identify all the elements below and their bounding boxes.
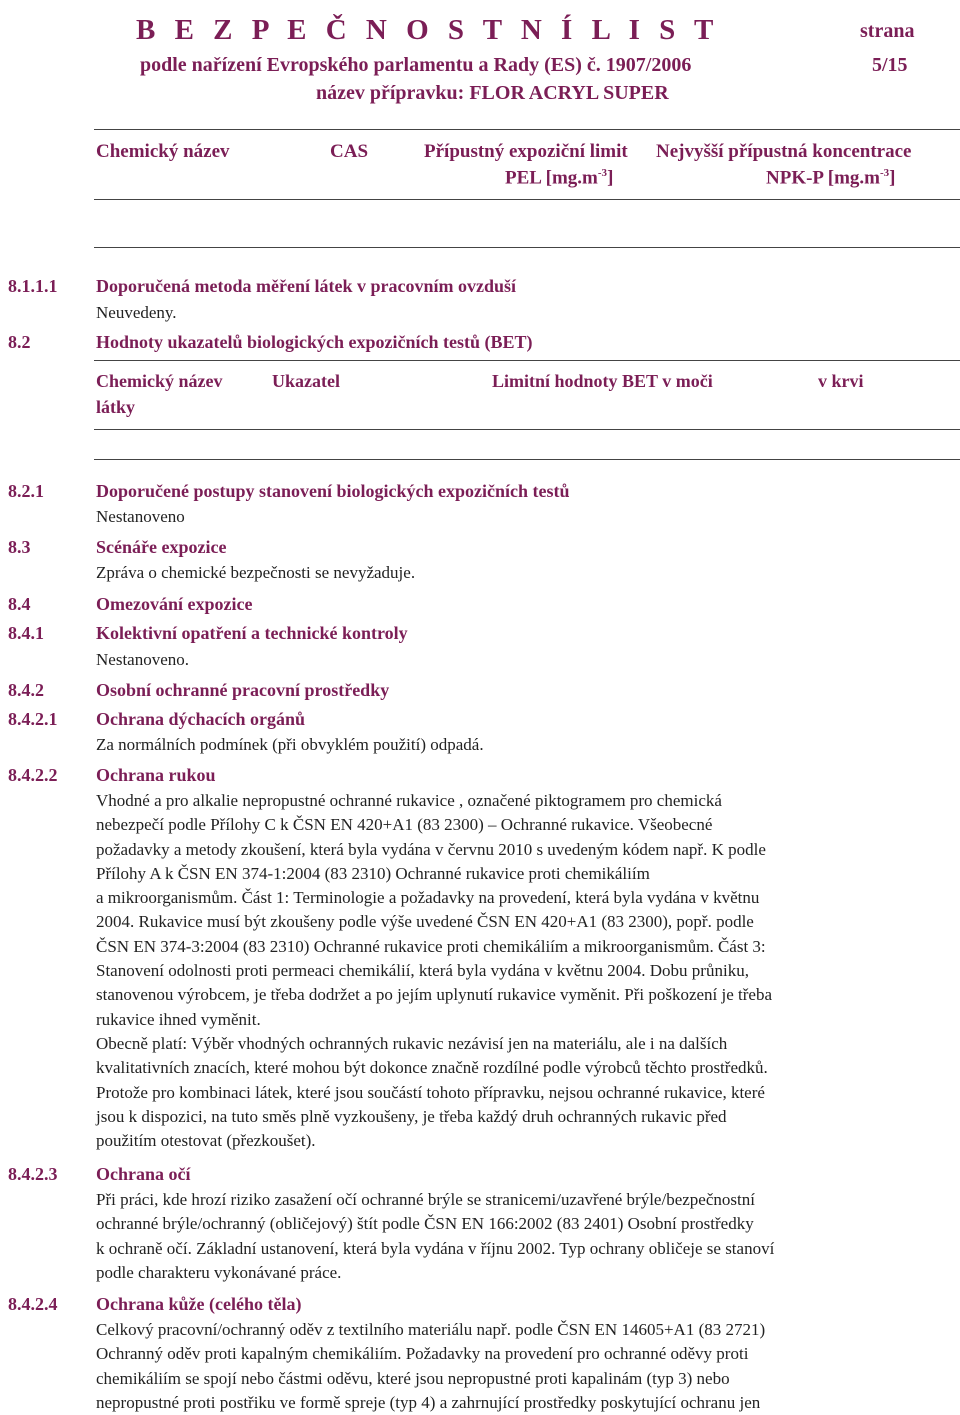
paragraph-line: ČSN EN 374-3:2004 (83 2310) Ochranné rukavice proti chemikáliím a mikroorganismům. Část 3: xyxy=(96,936,766,956)
section-number: 8.4 xyxy=(8,594,31,614)
paragraph-line: použitím otestovat (přezkoušet). xyxy=(96,1131,316,1151)
paragraph-line: ochranné brýle/ochranný (obličejový) štít podle ČSN EN 166:2002 (83 2401) Osobní prostředky xyxy=(96,1214,754,1234)
paragraph-line: k ochraně očí. Základní ustanovení, která byla vydána v říjnu 2002. Typ ochrany obličeje se stanoví xyxy=(96,1238,775,1258)
section-number: 8.4.2.3 xyxy=(8,1164,58,1184)
paragraph-line: jsou k dispozici, na tuto směs plně vyzkoušeny, je třeba každý druh ochranných rukavic před xyxy=(96,1106,727,1126)
paragraph-line: Protože pro kombinaci látek, které jsou součástí tohoto přípravku, nejsou ochranné rukavice, které xyxy=(96,1082,765,1102)
section-number: 8.4.2.4 xyxy=(8,1294,58,1314)
section-title: Ochrana kůže (celého těla) xyxy=(96,1294,302,1314)
section-title: Doporučená metoda měření látek v pracovním ovzduší xyxy=(96,276,516,296)
section-number: 8.3 xyxy=(8,537,31,557)
section-number: 8.2.1 xyxy=(8,481,44,501)
paragraph-line: Přílohy A k ČSN EN 374-1:2004 (83 2310) Ochranné rukavice proti chemikáliím xyxy=(96,863,650,883)
paragraph-line: Při práci, kde hrozí riziko zasažení očí ochranné brýle se stranicemi/uzavřené brýle/bezpečnostní xyxy=(96,1190,755,1209)
paragraph-line: požadavky a metody zkoušení, která byla vydána v červnu 2010 s uvedeným kódem např. K podle xyxy=(96,839,766,859)
bet-col-chemical-name-2: látky xyxy=(96,397,136,417)
section-title: Ochrana rukou xyxy=(96,765,216,785)
paragraph-line: Vhodné a pro alkalie nepropustné ochranné rukavice , označené piktogramem pro chemická xyxy=(96,791,722,810)
paragraph-line: Obecně platí: Výběr vhodných ochranných rukavic nezávisí jen na materiálu, ale i na dalších xyxy=(96,1033,728,1053)
paragraph-line: 2004. Rukavice musí být zkoušeny podle výše uvedené ČSN EN 420+A1 (83 2300), popř. podle xyxy=(96,912,754,932)
page-label: strana xyxy=(860,20,915,42)
product-name: název přípravku: FLOR ACRYL SUPER xyxy=(316,82,669,104)
bet-table-rule-bottom xyxy=(94,459,960,460)
section-number: 8.4.2.1 xyxy=(8,709,58,729)
paragraph-line: kvalitativních znacích, které mohou být dokonce značně rozdílné podle výrobců těchto prostředků. xyxy=(96,1058,768,1078)
paragraph-line: nepropustné proti postřiku ve formě spreje (typ 4) a zahrnující prostředky poskytující ochranu jen xyxy=(96,1392,761,1412)
section-title: Hodnoty ukazatelů biologických expozičních testů (BET) xyxy=(96,332,533,352)
limits-unit-npk: NPK-P $[mg.m^{-3}]$ xyxy=(766,167,896,189)
paragraph-line: rukavice ihned vyměnit. xyxy=(96,1009,261,1029)
bet-table-rule-mid xyxy=(94,429,960,430)
table-rule-mid xyxy=(94,199,960,200)
bet-col-urine-limit: Limitní hodnoty BET v moči xyxy=(492,371,713,391)
section-number: 8.4.2 xyxy=(8,680,44,700)
section-title: Doporučené postupy stanovení biologických expozičních testů xyxy=(96,481,570,501)
paragraph-line: podle charakteru vykonávané práce. xyxy=(96,1262,342,1282)
section-number: 8.1.1.1 xyxy=(8,276,58,296)
limits-col-chemical-name: Chemický název xyxy=(96,141,230,162)
limits-col-pel: Přípustný expoziční limit xyxy=(424,141,628,162)
limits-unit-pel: PEL $[mg.m^{-3}]$ xyxy=(505,167,614,189)
regulation-line: podle nařízení Evropského parlamentu a Rady (ES) č. 1907/2006 xyxy=(140,54,692,76)
section-number: 8.4.1 xyxy=(8,623,44,643)
section-text: Zpráva o chemické bezpečnosti se nevyžaduje. xyxy=(96,563,416,582)
table-rule-bottom xyxy=(94,247,960,248)
limits-col-npk: Nejvyšší přípustná koncentrace xyxy=(656,141,912,162)
bet-col-indicator: Ukazatel xyxy=(272,371,340,391)
paragraph-line: nebezpečí podle Přílohy C k ČSN EN 420+A1 (83 2300) – Ochranné rukavice. Všeobecné xyxy=(96,815,713,835)
paragraph-line: a mikroorganismům. Část 1: Terminologie a požadavky na provedení, která byla vydána v květnu xyxy=(96,888,760,908)
paragraph-line: Stanovení odolnosti proti permeaci chemikálií, která byla vydána v květnu 2004. Dobu průniku, xyxy=(96,961,749,981)
paragraph-line: Ochranný oděv proti kapalným chemikáliím. Požadavky na provedení pro ochranné oděvy proti xyxy=(96,1344,749,1364)
section-text: Nestanoveno xyxy=(96,507,185,526)
document-title: B E Z P E Č N O S T N Í L I S T xyxy=(136,14,720,46)
section-text: Za normálních podmínek (při obvyklém použití) odpadá. xyxy=(96,735,484,754)
eye-protection-text xyxy=(96,1188,946,1285)
paragraph-line: chemikáliím se spojí nebo částmi oděvu, které jsou nepropustné proti kapalinám (typ 3) nebo xyxy=(96,1368,730,1388)
paragraph-line: stanovenou výrobcem, je třeba dodržet a po jejím uplynutí rukavice vyměnit. Při poškození je třeba xyxy=(96,985,773,1005)
limits-col-cas: CAS xyxy=(330,141,369,162)
section-title: Ochrana očí xyxy=(96,1164,191,1184)
paragraph-line: Celkový pracovní/ochranný oděv z textilního materiálu např. podle ČSN EN 14605+A1 (83 2721) xyxy=(96,1320,766,1339)
section-text: Nestanoveno. xyxy=(96,650,190,669)
section-title: Ochrana dýchacích orgánů xyxy=(96,709,306,729)
bet-table-rule-top xyxy=(94,360,960,361)
section-text: Neuvedeny. xyxy=(96,303,177,322)
section-number: 8.4.2.2 xyxy=(8,765,58,785)
section-number: 8.2 xyxy=(8,332,31,352)
section-title: Osobní ochranné pracovní prostředky xyxy=(96,680,390,700)
bet-col-blood: v krvi xyxy=(818,371,864,391)
section-title: Kolektivní opatření a technické kontroly xyxy=(96,623,408,643)
skin-protection-text xyxy=(96,1318,946,1415)
section-title: Scénáře expozice xyxy=(96,537,227,557)
bet-col-chemical-name: Chemický název xyxy=(96,371,223,391)
table-rule-top xyxy=(94,129,960,130)
hand-protection-text xyxy=(96,789,946,1153)
page-number: 5/15 xyxy=(872,54,908,76)
section-title: Omezování expozice xyxy=(96,594,253,614)
